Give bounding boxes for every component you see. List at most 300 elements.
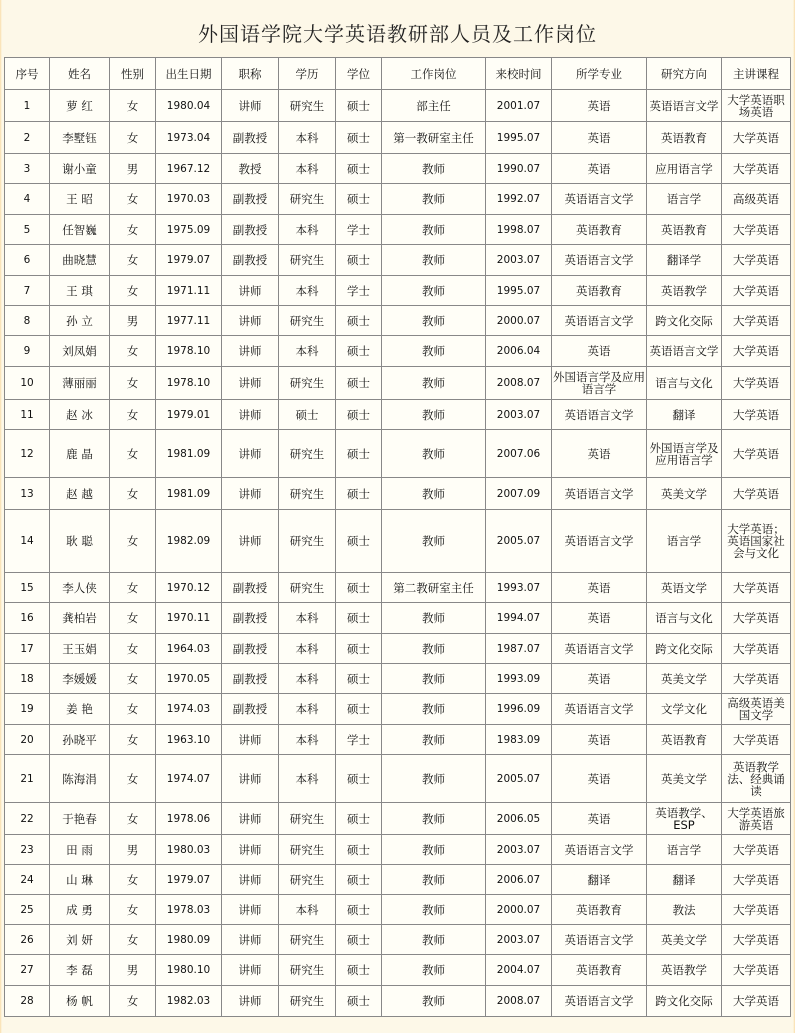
cell-gender: 女 bbox=[110, 245, 156, 276]
cell-name: 杨 帆 bbox=[50, 986, 110, 1017]
cell-seq: 9 bbox=[5, 336, 50, 367]
cell-title: 副教授 bbox=[222, 694, 279, 725]
cell-courses: 大学英语 bbox=[722, 725, 791, 755]
cell-major: 英语语言文学 bbox=[552, 634, 647, 664]
cell-degree: 硕士 bbox=[336, 694, 382, 725]
cell-name: 成 勇 bbox=[50, 895, 110, 925]
cell-education: 研究生 bbox=[279, 925, 336, 955]
cell-education: 本科 bbox=[279, 154, 336, 184]
cell-birth-date: 1980.04 bbox=[156, 90, 222, 122]
cell-title: 讲师 bbox=[222, 725, 279, 755]
cell-position: 第二教研室主任 bbox=[382, 573, 486, 603]
cell-courses: 大学英语 bbox=[722, 336, 791, 367]
cell-education: 本科 bbox=[279, 634, 336, 664]
table-row bbox=[5, 664, 791, 694]
cell-title: 讲师 bbox=[222, 510, 279, 573]
cell-seq: 22 bbox=[5, 803, 50, 835]
cell-join-date: 2004.07 bbox=[486, 955, 552, 986]
cell-seq: 24 bbox=[5, 865, 50, 895]
cell-seq: 20 bbox=[5, 725, 50, 755]
cell-position: 教师 bbox=[382, 986, 486, 1017]
table-row bbox=[5, 336, 791, 367]
cell-major: 英语 bbox=[552, 725, 647, 755]
cell-degree: 硕士 bbox=[336, 955, 382, 986]
cell-position: 教师 bbox=[382, 276, 486, 306]
cell-gender: 女 bbox=[110, 573, 156, 603]
cell-position: 教师 bbox=[382, 510, 486, 573]
cell-education: 本科 bbox=[279, 215, 336, 245]
cell-research: 语言与文化 bbox=[647, 367, 722, 400]
cell-courses: 大学英语旅游英语 bbox=[722, 803, 791, 835]
table-row bbox=[5, 634, 791, 664]
header-gender: 性别 bbox=[110, 58, 156, 90]
cell-position: 部主任 bbox=[382, 90, 486, 122]
cell-title: 讲师 bbox=[222, 90, 279, 122]
cell-position: 教师 bbox=[382, 478, 486, 510]
cell-research: 教法 bbox=[647, 895, 722, 925]
table-row bbox=[5, 955, 791, 986]
cell-name: 任智巍 bbox=[50, 215, 110, 245]
cell-name: 王 琪 bbox=[50, 276, 110, 306]
cell-gender: 女 bbox=[110, 478, 156, 510]
cell-birth-date: 1981.09 bbox=[156, 478, 222, 510]
cell-gender: 女 bbox=[110, 122, 156, 154]
cell-research: 英美文学 bbox=[647, 925, 722, 955]
cell-major: 英语 bbox=[552, 603, 647, 634]
cell-research: 英语教育 bbox=[647, 215, 722, 245]
cell-name: 萝 红 bbox=[50, 90, 110, 122]
cell-seq: 17 bbox=[5, 634, 50, 664]
cell-title: 副教授 bbox=[222, 573, 279, 603]
cell-position: 教师 bbox=[382, 664, 486, 694]
table-row bbox=[5, 154, 791, 184]
cell-gender: 女 bbox=[110, 634, 156, 664]
cell-major: 英语教育 bbox=[552, 955, 647, 986]
cell-degree: 学士 bbox=[336, 215, 382, 245]
cell-birth-date: 1970.11 bbox=[156, 603, 222, 634]
cell-major: 英语 bbox=[552, 90, 647, 122]
cell-birth-date: 1967.12 bbox=[156, 154, 222, 184]
cell-birth-date: 1982.09 bbox=[156, 510, 222, 573]
cell-join-date: 1996.09 bbox=[486, 694, 552, 725]
cell-seq: 1 bbox=[5, 90, 50, 122]
cell-seq: 23 bbox=[5, 835, 50, 865]
table-row bbox=[5, 400, 791, 430]
cell-name: 于艳春 bbox=[50, 803, 110, 835]
cell-birth-date: 1974.03 bbox=[156, 694, 222, 725]
cell-research: 英美文学 bbox=[647, 478, 722, 510]
table-row bbox=[5, 367, 791, 400]
cell-research: 英美文学 bbox=[647, 755, 722, 803]
cell-gender: 男 bbox=[110, 835, 156, 865]
cell-name: 刘 妍 bbox=[50, 925, 110, 955]
cell-research: 英语教学、ESP bbox=[647, 803, 722, 835]
header-degree: 学位 bbox=[336, 58, 382, 90]
cell-research: 跨文化交际 bbox=[647, 986, 722, 1017]
cell-degree: 硕士 bbox=[336, 986, 382, 1017]
header-seq: 序号 bbox=[5, 58, 50, 90]
cell-join-date: 1995.07 bbox=[486, 122, 552, 154]
cell-title: 讲师 bbox=[222, 865, 279, 895]
cell-title: 讲师 bbox=[222, 925, 279, 955]
cell-join-date: 2007.09 bbox=[486, 478, 552, 510]
cell-courses: 大学英语 bbox=[722, 400, 791, 430]
cell-position: 教师 bbox=[382, 336, 486, 367]
cell-education: 研究生 bbox=[279, 184, 336, 215]
cell-position: 教师 bbox=[382, 154, 486, 184]
cell-birth-date: 1980.10 bbox=[156, 955, 222, 986]
cell-major: 英语 bbox=[552, 803, 647, 835]
cell-courses: 大学英语 bbox=[722, 215, 791, 245]
cell-degree: 硕士 bbox=[336, 634, 382, 664]
cell-gender: 女 bbox=[110, 603, 156, 634]
cell-seq: 8 bbox=[5, 306, 50, 336]
cell-gender: 女 bbox=[110, 430, 156, 478]
cell-seq: 14 bbox=[5, 510, 50, 573]
cell-research: 英美文学 bbox=[647, 664, 722, 694]
cell-name: 田 雨 bbox=[50, 835, 110, 865]
header-title: 职称 bbox=[222, 58, 279, 90]
cell-degree: 硕士 bbox=[336, 430, 382, 478]
cell-position: 教师 bbox=[382, 245, 486, 276]
cell-join-date: 2007.06 bbox=[486, 430, 552, 478]
cell-major: 英语语言文学 bbox=[552, 478, 647, 510]
table-row bbox=[5, 925, 791, 955]
cell-join-date: 2006.04 bbox=[486, 336, 552, 367]
cell-education: 研究生 bbox=[279, 955, 336, 986]
cell-position: 教师 bbox=[382, 603, 486, 634]
cell-courses: 高级英语 bbox=[722, 184, 791, 215]
cell-degree: 硕士 bbox=[336, 510, 382, 573]
cell-birth-date: 1978.10 bbox=[156, 336, 222, 367]
cell-position: 教师 bbox=[382, 865, 486, 895]
cell-research: 文学文化 bbox=[647, 694, 722, 725]
cell-courses: 大学英语 bbox=[722, 367, 791, 400]
cell-seq: 3 bbox=[5, 154, 50, 184]
cell-join-date: 2008.07 bbox=[486, 367, 552, 400]
cell-degree: 硕士 bbox=[336, 245, 382, 276]
cell-gender: 女 bbox=[110, 400, 156, 430]
header-position: 工作岗位 bbox=[382, 58, 486, 90]
cell-title: 讲师 bbox=[222, 986, 279, 1017]
table-row bbox=[5, 276, 791, 306]
cell-name: 赵 冰 bbox=[50, 400, 110, 430]
cell-degree: 硕士 bbox=[336, 478, 382, 510]
cell-major: 英语语言文学 bbox=[552, 694, 647, 725]
table-row bbox=[5, 215, 791, 245]
cell-name: 李人侠 bbox=[50, 573, 110, 603]
cell-courses: 大学英语 bbox=[722, 306, 791, 336]
cell-education: 研究生 bbox=[279, 478, 336, 510]
cell-title: 讲师 bbox=[222, 336, 279, 367]
cell-education: 研究生 bbox=[279, 865, 336, 895]
cell-name: 赵 越 bbox=[50, 478, 110, 510]
cell-gender: 女 bbox=[110, 510, 156, 573]
cell-research: 英语教学 bbox=[647, 955, 722, 986]
table-row bbox=[5, 430, 791, 478]
cell-position: 教师 bbox=[382, 925, 486, 955]
table-row bbox=[5, 865, 791, 895]
cell-degree: 硕士 bbox=[336, 573, 382, 603]
cell-courses: 大学英语 bbox=[722, 276, 791, 306]
cell-birth-date: 1979.07 bbox=[156, 245, 222, 276]
cell-name: 陈海涓 bbox=[50, 755, 110, 803]
cell-major: 英语 bbox=[552, 430, 647, 478]
cell-courses: 大学英语职场英语 bbox=[722, 90, 791, 122]
cell-position: 教师 bbox=[382, 400, 486, 430]
cell-position: 教师 bbox=[382, 725, 486, 755]
cell-major: 英语语言文学 bbox=[552, 184, 647, 215]
cell-research: 英语教育 bbox=[647, 122, 722, 154]
cell-seq: 28 bbox=[5, 986, 50, 1017]
cell-join-date: 2000.07 bbox=[486, 895, 552, 925]
table-header-row bbox=[5, 58, 791, 90]
table-row bbox=[5, 603, 791, 634]
cell-gender: 女 bbox=[110, 664, 156, 694]
cell-join-date: 2005.07 bbox=[486, 510, 552, 573]
cell-gender: 女 bbox=[110, 865, 156, 895]
cell-title: 副教授 bbox=[222, 122, 279, 154]
cell-seq: 19 bbox=[5, 694, 50, 725]
cell-courses: 大学英语 bbox=[722, 603, 791, 634]
cell-education: 本科 bbox=[279, 603, 336, 634]
cell-major: 英语语言文学 bbox=[552, 925, 647, 955]
cell-name: 鹿 晶 bbox=[50, 430, 110, 478]
cell-major: 英语语言文学 bbox=[552, 306, 647, 336]
cell-name: 李墅钰 bbox=[50, 122, 110, 154]
cell-birth-date: 1977.11 bbox=[156, 306, 222, 336]
cell-degree: 硕士 bbox=[336, 184, 382, 215]
cell-research: 英语文学 bbox=[647, 573, 722, 603]
cell-seq: 4 bbox=[5, 184, 50, 215]
cell-courses: 大学英语；英语国家社会与文化 bbox=[722, 510, 791, 573]
cell-title: 副教授 bbox=[222, 245, 279, 276]
cell-join-date: 2006.07 bbox=[486, 865, 552, 895]
cell-join-date: 2005.07 bbox=[486, 755, 552, 803]
table-body bbox=[5, 90, 791, 1017]
cell-name: 刘凤娟 bbox=[50, 336, 110, 367]
cell-major: 英语 bbox=[552, 122, 647, 154]
cell-birth-date: 1970.12 bbox=[156, 573, 222, 603]
cell-gender: 女 bbox=[110, 276, 156, 306]
cell-education: 本科 bbox=[279, 895, 336, 925]
cell-courses: 大学英语 bbox=[722, 122, 791, 154]
cell-research: 英语教育 bbox=[647, 725, 722, 755]
cell-gender: 女 bbox=[110, 336, 156, 367]
cell-courses: 大学英语 bbox=[722, 865, 791, 895]
cell-gender: 女 bbox=[110, 925, 156, 955]
cell-join-date: 2003.07 bbox=[486, 245, 552, 276]
cell-education: 研究生 bbox=[279, 510, 336, 573]
cell-education: 本科 bbox=[279, 694, 336, 725]
cell-join-date: 1990.07 bbox=[486, 154, 552, 184]
cell-title: 讲师 bbox=[222, 400, 279, 430]
cell-education: 研究生 bbox=[279, 986, 336, 1017]
cell-courses: 英语教学法、经典诵读 bbox=[722, 755, 791, 803]
cell-position: 教师 bbox=[382, 835, 486, 865]
cell-education: 研究生 bbox=[279, 803, 336, 835]
cell-join-date: 1987.07 bbox=[486, 634, 552, 664]
cell-education: 研究生 bbox=[279, 835, 336, 865]
table-row bbox=[5, 755, 791, 803]
cell-research: 跨文化交际 bbox=[647, 306, 722, 336]
cell-position: 教师 bbox=[382, 895, 486, 925]
cell-birth-date: 1981.09 bbox=[156, 430, 222, 478]
document-title: 外国语学院大学英语教研部人员及工作岗位 bbox=[198, 22, 597, 46]
cell-birth-date: 1971.11 bbox=[156, 276, 222, 306]
cell-education: 本科 bbox=[279, 122, 336, 154]
cell-degree: 硕士 bbox=[336, 306, 382, 336]
cell-major: 英语语言文学 bbox=[552, 400, 647, 430]
cell-join-date: 2003.07 bbox=[486, 925, 552, 955]
cell-seq: 25 bbox=[5, 895, 50, 925]
cell-degree: 硕士 bbox=[336, 122, 382, 154]
table-row bbox=[5, 184, 791, 215]
cell-research: 英语语言文学 bbox=[647, 90, 722, 122]
cell-degree: 硕士 bbox=[336, 603, 382, 634]
cell-seq: 27 bbox=[5, 955, 50, 986]
header-join-date: 来校时间 bbox=[486, 58, 552, 90]
cell-join-date: 2006.05 bbox=[486, 803, 552, 835]
cell-courses: 大学英语 bbox=[722, 664, 791, 694]
cell-title: 讲师 bbox=[222, 803, 279, 835]
header-name: 姓名 bbox=[50, 58, 110, 90]
cell-name: 耿 聪 bbox=[50, 510, 110, 573]
cell-gender: 男 bbox=[110, 154, 156, 184]
cell-courses: 大学英语 bbox=[722, 986, 791, 1017]
cell-seq: 26 bbox=[5, 925, 50, 955]
cell-courses: 大学英语 bbox=[722, 634, 791, 664]
cell-title: 讲师 bbox=[222, 755, 279, 803]
cell-gender: 女 bbox=[110, 367, 156, 400]
cell-name: 王玉娟 bbox=[50, 634, 110, 664]
cell-join-date: 1995.07 bbox=[486, 276, 552, 306]
cell-birth-date: 1974.07 bbox=[156, 755, 222, 803]
cell-degree: 硕士 bbox=[336, 336, 382, 367]
cell-major: 英语语言文学 bbox=[552, 986, 647, 1017]
cell-position: 教师 bbox=[382, 184, 486, 215]
cell-name: 孙 立 bbox=[50, 306, 110, 336]
cell-major: 英语语言文学 bbox=[552, 245, 647, 276]
cell-major: 外国语言学及应用语言学 bbox=[552, 367, 647, 400]
cell-join-date: 2008.07 bbox=[486, 986, 552, 1017]
cell-title: 副教授 bbox=[222, 215, 279, 245]
cell-title: 讲师 bbox=[222, 835, 279, 865]
cell-birth-date: 1970.05 bbox=[156, 664, 222, 694]
cell-research: 翻译学 bbox=[647, 245, 722, 276]
cell-education: 研究生 bbox=[279, 573, 336, 603]
cell-birth-date: 1975.09 bbox=[156, 215, 222, 245]
cell-position: 第一教研室主任 bbox=[382, 122, 486, 154]
cell-position: 教师 bbox=[382, 367, 486, 400]
cell-education: 研究生 bbox=[279, 245, 336, 276]
cell-join-date: 2003.07 bbox=[486, 400, 552, 430]
cell-title: 讲师 bbox=[222, 276, 279, 306]
cell-join-date: 1998.07 bbox=[486, 215, 552, 245]
cell-birth-date: 1978.10 bbox=[156, 367, 222, 400]
cell-courses: 大学英语 bbox=[722, 245, 791, 276]
cell-name: 曲晓慧 bbox=[50, 245, 110, 276]
cell-courses: 大学英语 bbox=[722, 835, 791, 865]
cell-courses: 大学英语 bbox=[722, 573, 791, 603]
cell-research: 外国语言学及应用语言学 bbox=[647, 430, 722, 478]
cell-research: 翻译 bbox=[647, 865, 722, 895]
cell-name: 谢小童 bbox=[50, 154, 110, 184]
cell-gender: 女 bbox=[110, 986, 156, 1017]
cell-courses: 大学英语 bbox=[722, 925, 791, 955]
cell-research: 语言与文化 bbox=[647, 603, 722, 634]
cell-degree: 硕士 bbox=[336, 90, 382, 122]
cell-research: 英语教学 bbox=[647, 276, 722, 306]
cell-degree: 硕士 bbox=[336, 664, 382, 694]
cell-birth-date: 1970.03 bbox=[156, 184, 222, 215]
cell-degree: 学士 bbox=[336, 276, 382, 306]
cell-research: 应用语言学 bbox=[647, 154, 722, 184]
table-row bbox=[5, 835, 791, 865]
cell-position: 教师 bbox=[382, 803, 486, 835]
cell-gender: 女 bbox=[110, 895, 156, 925]
cell-education: 研究生 bbox=[279, 90, 336, 122]
cell-degree: 硕士 bbox=[336, 895, 382, 925]
cell-courses: 大学英语 bbox=[722, 478, 791, 510]
cell-research: 英语语言文学 bbox=[647, 336, 722, 367]
cell-join-date: 2001.07 bbox=[486, 90, 552, 122]
cell-birth-date: 1980.03 bbox=[156, 835, 222, 865]
cell-seq: 5 bbox=[5, 215, 50, 245]
cell-position: 教师 bbox=[382, 755, 486, 803]
cell-courses: 大学英语 bbox=[722, 895, 791, 925]
cell-title: 讲师 bbox=[222, 478, 279, 510]
cell-title: 讲师 bbox=[222, 430, 279, 478]
cell-research: 语言学 bbox=[647, 835, 722, 865]
cell-major: 英语 bbox=[552, 755, 647, 803]
cell-gender: 女 bbox=[110, 755, 156, 803]
cell-title: 讲师 bbox=[222, 306, 279, 336]
table-row bbox=[5, 895, 791, 925]
cell-degree: 硕士 bbox=[336, 835, 382, 865]
cell-research: 语言学 bbox=[647, 510, 722, 573]
cell-research: 语言学 bbox=[647, 184, 722, 215]
cell-seq: 13 bbox=[5, 478, 50, 510]
table-row bbox=[5, 478, 791, 510]
cell-join-date: 1994.07 bbox=[486, 603, 552, 634]
cell-birth-date: 1978.06 bbox=[156, 803, 222, 835]
staff-table bbox=[4, 57, 791, 1017]
cell-birth-date: 1980.09 bbox=[156, 925, 222, 955]
table-row bbox=[5, 245, 791, 276]
cell-name: 李 磊 bbox=[50, 955, 110, 986]
table-row bbox=[5, 986, 791, 1017]
cell-gender: 女 bbox=[110, 725, 156, 755]
cell-courses: 高级英语美国文学 bbox=[722, 694, 791, 725]
header-research: 研究方向 bbox=[647, 58, 722, 90]
cell-seq: 6 bbox=[5, 245, 50, 276]
cell-major: 英语教育 bbox=[552, 895, 647, 925]
table-row bbox=[5, 573, 791, 603]
header-education: 学历 bbox=[279, 58, 336, 90]
header-birth-date: 出生日期 bbox=[156, 58, 222, 90]
cell-education: 研究生 bbox=[279, 367, 336, 400]
cell-seq: 16 bbox=[5, 603, 50, 634]
cell-position: 教师 bbox=[382, 955, 486, 986]
cell-degree: 硕士 bbox=[336, 400, 382, 430]
cell-courses: 大学英语 bbox=[722, 154, 791, 184]
cell-join-date: 1992.07 bbox=[486, 184, 552, 215]
cell-courses: 大学英语 bbox=[722, 430, 791, 478]
cell-seq: 15 bbox=[5, 573, 50, 603]
cell-join-date: 2003.07 bbox=[486, 835, 552, 865]
cell-education: 研究生 bbox=[279, 306, 336, 336]
